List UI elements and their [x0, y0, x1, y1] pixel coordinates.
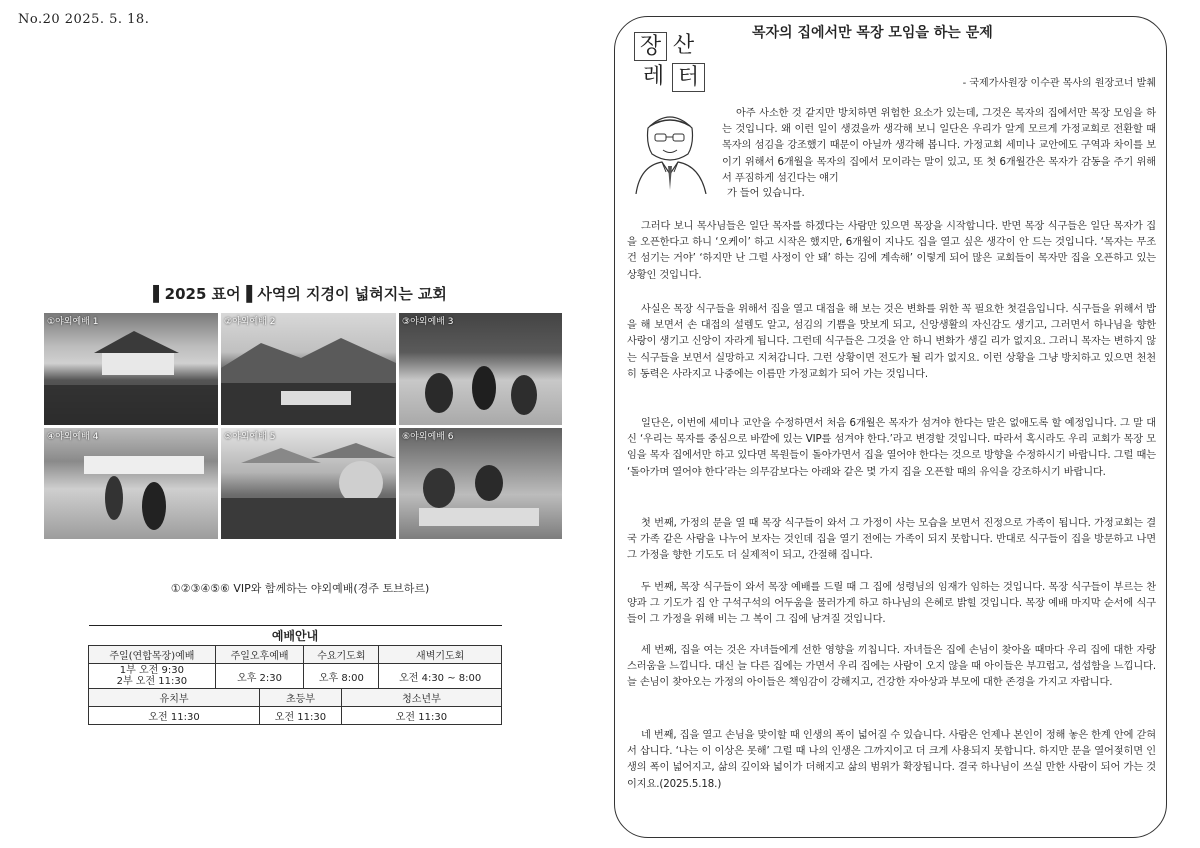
- letter-paragraph-5: 첫 번째, 가정의 문을 열 때 목장 식구들이 와서 그 가정이 사는 모습을 보면서 진정으로 가족이 됩니다. 가정교회는 결국 가족 같은 사람을 나누어 보자는 것인데 집을 열기 전에는 가족이 되지 못합니다. 반대로 식구들이 집을 방문하고 나면 그 가정을 향한 기도도 더 실제적이 되고, 간절해 집니다.: [627, 518, 1156, 562]
- badge-char: 장: [634, 32, 667, 61]
- kindergarten-time: 오전 11:30: [89, 707, 260, 725]
- photo-caption: ①②③④⑤⑥ VIP와 함께하는 야외예배(경주 토브하르): [170, 582, 430, 595]
- issue-number: No.20 2025. 5. 18.: [18, 12, 150, 27]
- letter-paragraph-3: 사실은 목장 식구들을 위해서 집을 열고 대접을 해 보는 것은 변화를 위한 꼭 필요한 첫걸음입니다. 식구들을 위해서 밥을 해 보면서 손 대접의 설렘도 알고, 섬김의 기쁨을 맛보게 되고, 신앙생활의 자신감도 생기고, 그러면서 하나님을 향한 사랑이 생기고 신앙이 자라게 됩니다. 그런데 식구들은 그것을 안 하니 변화가 생길 리가 없지요. 그러니 목자는 변하지 않는 식구들을 보면서 실망하고 지쳐갑니다. 그런 상황이면 전도가 될 리가 없지요. 이런 상황을 그냥 방치하고 있으면 천천히 동력은 사라지고 나중에는 이름만 가정교회가 되어 가는 것입니다.: [627, 304, 1156, 380]
- letter-paragraph-6: 두 번째, 목장 식구들이 와서 목장 예배를 드릴 때 그 집에 성령님의 임재가 임하는 것입니다. 목장 식구들이 부르는 찬양과 그 기도가 집 안 구석구석의 어두움을 물러가게 하고 하나님의 은혜로 밝힐 것입니다. 목장 예배 마지막 순서에 식구들이 그 가정을 위해 비는 그 복이 그 집에 남겨질 것입니다.: [627, 582, 1156, 626]
- header-sunday-afternoon: 주일오후예배: [215, 646, 304, 664]
- header-dawn-prayer: 새벽기도회: [379, 646, 502, 664]
- photo-outdoor-worship-3: [399, 313, 562, 425]
- photo-4-scene: [44, 428, 218, 539]
- letter-paragraph-1: 아주 사소한 것 같지만 방치하면 위험한 요소가 있는데, 그것은 목자의 집에서만 목장 모임을 하는 것입니다. 왜 이런 일이 생겼을까 생각해 보니 일단은 우리가 알게 모르게 가정교회로 전환할 때 목자의 섬김을 강조했기 때문이 아닐까 생각해 봅니다. 가정교회 세미나 교안에도 구역과 차이를 보이기 위해서 6개월을 목자의 집에서 모이라는 말이 있고, 또 첫 6개월간은 목자가 감동을 주기 위해서 푸짐하게 섬긴다는 얘기: [722, 108, 1156, 184]
- header-wednesday-prayer: 수요기도회: [304, 646, 379, 664]
- youth-time: 오전 11:30: [341, 707, 501, 725]
- photo-2-scene: [221, 313, 396, 425]
- badge-char: 레: [642, 64, 665, 89]
- badge-char: 산: [672, 33, 695, 58]
- letter-byline: - 국제가사원장 이수관 목사의 원장코너 발췌: [962, 78, 1156, 89]
- letter-paragraph-7: 세 번째, 집을 여는 것은 자녀들에게 선한 영향을 끼칩니다. 자녀들은 집에 손님이 찾아올 때마다 우리 집에 대한 자랑스러움을 느낍니다. 대신 늘 다른 집에는 가면서 우리 집에는 사람이 오지 않을 때 아이들은 부끄럽고, 섭섭함을 느낍니다. 늘 손님이 찾아오는 가정의 아이들은 책임감이 강해지고, 건강한 자아상과 부모에 대한 존경을 가지고 자랍니다.: [627, 645, 1156, 689]
- letter-paragraph-2: 그러다 보니 목사님들은 일단 목자를 하겠다는 사람만 있으면 목장을 시작합니다. 반면 목장 식구들은 일단 목자가 집을 오픈한다고 하니 ‘오케이’ 하고 시작은 했지만, 6개월이 지나도 집을 열고 싶은 생각이 안 드는 것입니다. ‘목자는 무조건 섬기는 거야’ ‘하지만 난 그럴 사정이 안 돼’ 하는 김에 계속해’ 이렇게 되어 많은 교회들이 목자만 집을 오픈하고 있는 상황인 것입니다.: [627, 221, 1156, 281]
- sunday-afternoon-time: 오후 2:30: [215, 664, 304, 689]
- photo-label: ④야외예배 4: [47, 432, 99, 442]
- photo-outdoor-worship-6: [399, 428, 562, 539]
- photo-outdoor-worship-1: [44, 313, 218, 425]
- photo-6-scene: [399, 428, 562, 539]
- photo-outdoor-worship-5: [221, 428, 396, 539]
- elementary-time: 오전 11:30: [260, 707, 342, 725]
- jangsan-letter-badge: [634, 32, 710, 92]
- letter-paragraph-1-end: 가 들어 있습니다.: [727, 188, 805, 199]
- photo-grid: [44, 313, 562, 541]
- photo-3-scene: [399, 313, 562, 425]
- sunday-service-1: 1부 오전 9:30: [119, 665, 184, 676]
- photo-label: ①야외예배 1: [47, 317, 99, 327]
- header-elementary: 초등부: [260, 689, 342, 707]
- pastor-portrait-sketch: [628, 100, 712, 194]
- letter-paragraph-4: 일단은, 이번에 세미나 교안을 수정하면서 처음 6개월은 목자가 섬겨야 한다는 말은 없애도록 할 예정입니다. 그 말 대신 ‘우리는 목자를 중심으로 바깥에 있는 VIP를 섬겨야 한다.’라고 변경할 것입니다. 따라서 혹시라도 우리 교회가 목장 모임을 목자 집에서만 하고 있다면 목원들이 돌아가면서 집을 열어야 한다는 것으로 방향을 수정하시기 바랍니다. 그럴 때는 ‘돌아가며 열어야 한다’라는 의무감보다는 아래와 같은 몇 가지 집을 오픈할 때의 유익을 강조하시기 바랍니다.: [627, 418, 1156, 478]
- photo-label: ⑤야외예배 5: [224, 432, 276, 442]
- header-kindergarten: 유치부: [89, 689, 260, 707]
- sunday-worship-times: [89, 664, 216, 689]
- service-schedule-heading: 예배안내: [89, 626, 502, 646]
- photo-1-scene: [44, 313, 218, 425]
- photo-outdoor-worship-2: [221, 313, 396, 425]
- photo-outdoor-worship-4: [44, 428, 218, 539]
- letter-title: 목자의 집에서만 목장 모임을 하는 문제: [752, 25, 993, 41]
- badge-char: 터: [672, 63, 705, 92]
- service-schedule-table: [88, 625, 502, 725]
- header-sunday-worship: 주일(연합목장)예배: [89, 646, 216, 664]
- photo-label: ②야외예배 2: [224, 317, 276, 327]
- photo-label: ③야외예배 3: [402, 317, 454, 327]
- header-youth: 청소년부: [341, 689, 501, 707]
- photo-5-scene: [221, 428, 396, 539]
- letter-paragraph-8: 네 번째, 집을 열고 손님을 맞이할 때 인생의 폭이 넓어질 수 있습니다. 사람은 언제나 본인이 정해 놓은 한계 안에 갇혀서 삽니다. ‘나는 이 이상은 못해’ 그럴 때 나의 인생은 그까지이고 더 크게 사용되지 못합니다. 하지만 문을 열어젖히면 인생의 폭이 넓어지고, 삶의 깊이와 넓이가 더해지고 삶의 범위가 확장됩니다. 결국 하나님이 쓰실 만한 사람이 되어 가는 것이지요.(2025.5.18.): [627, 730, 1156, 790]
- photo-label: ⑥야외예배 6: [402, 432, 454, 442]
- wednesday-prayer-time: 오후 8:00: [304, 664, 379, 689]
- dawn-prayer-time: 오전 4:30 ~ 8:00: [379, 664, 502, 689]
- motto-title: ▌2025 표어▐ 사역의 지경이 넓혀지는 교회: [153, 285, 447, 303]
- sunday-service-2: 2부 오전 11:30: [116, 676, 188, 687]
